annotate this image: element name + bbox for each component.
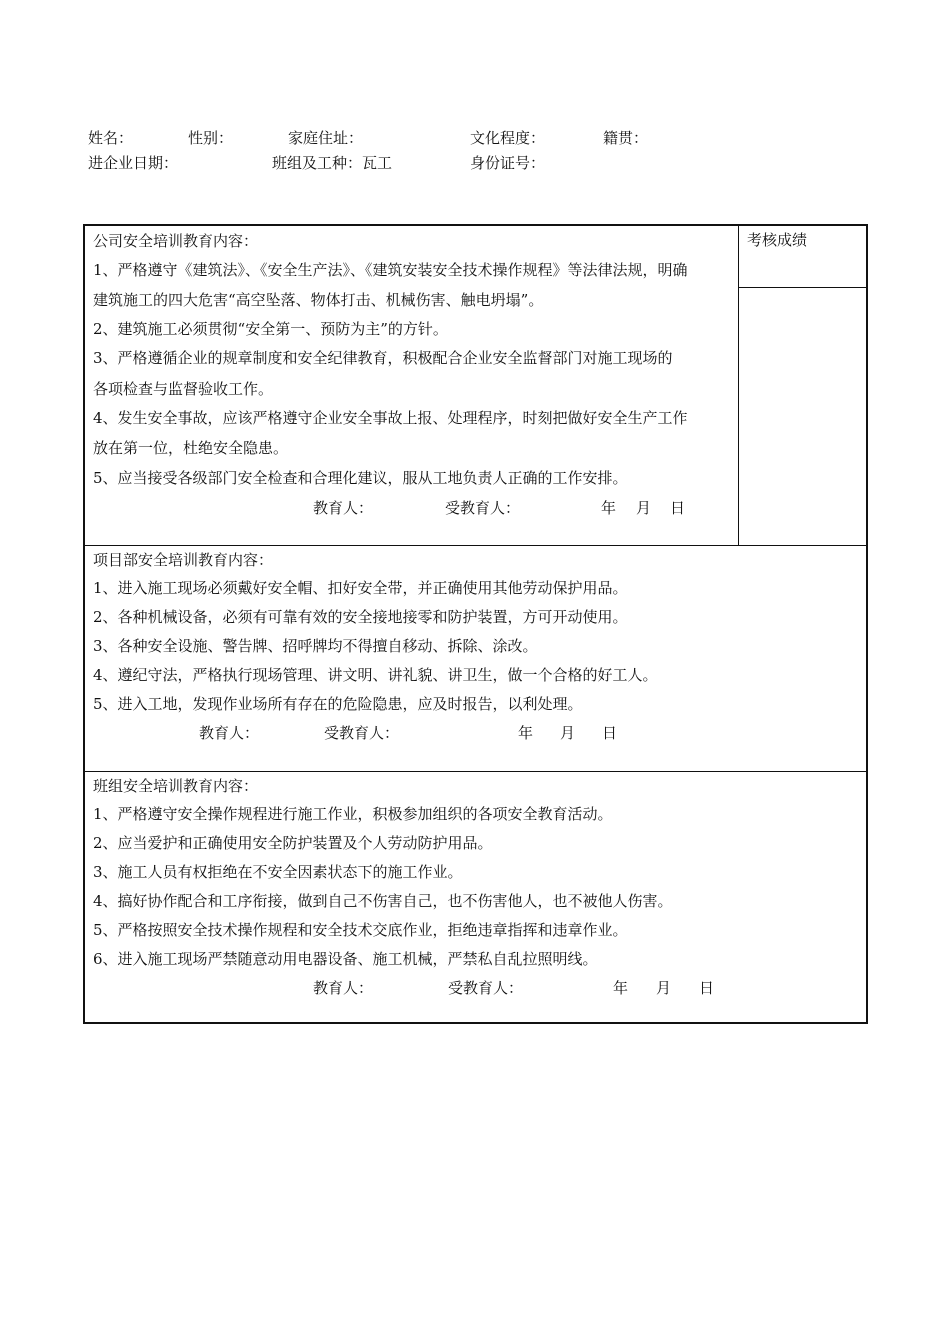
team-line: 6、进入施工现场严禁随意动用电器设备、施工机械，严禁私自乱拉照明线。 bbox=[93, 950, 598, 968]
project-educator-label: 教育人： bbox=[199, 724, 260, 742]
origin-label: 籍贯： bbox=[603, 129, 649, 147]
project-trainee-label: 受教育人： bbox=[324, 724, 400, 742]
company-line: 4、发生安全事故，应该严格遵守企业安全事故上报、处理程序，时刻把做好安全生产工作 bbox=[93, 409, 688, 427]
team-educator-label: 教育人： bbox=[313, 979, 374, 997]
project-title: 项目部安全培训教育内容： bbox=[93, 551, 274, 569]
address-label: 家庭住址： bbox=[288, 129, 364, 147]
project-year-label: 年 bbox=[518, 724, 534, 742]
company-month-label: 月 bbox=[636, 499, 652, 517]
company-line: 各项检查与监督验收工作。 bbox=[93, 380, 274, 398]
team-line: 1、严格遵守安全操作规程进行施工作业，积极参加组织的各项安全教育活动。 bbox=[93, 805, 613, 823]
score-label: 考核成绩 bbox=[747, 231, 808, 249]
team-trainee-label: 受教育人： bbox=[448, 979, 524, 997]
row-divider-2 bbox=[85, 771, 866, 772]
team-day-label: 日 bbox=[699, 979, 715, 997]
score-header-divider bbox=[738, 287, 866, 288]
name-label: 姓名： bbox=[88, 129, 134, 147]
team-trade-label: 班组及工种：瓦工 bbox=[272, 154, 393, 172]
project-line: 2、各种机械设备，必须有可靠有效的安全接地接零和防护装置，方可开动使用。 bbox=[93, 608, 628, 626]
team-line: 2、应当爱护和正确使用安全防护装置及个人劳动防护用品。 bbox=[93, 834, 493, 852]
company-title: 公司安全培训教育内容： bbox=[93, 232, 259, 250]
training-record-table bbox=[83, 224, 868, 1024]
company-line: 放在第一位，杜绝安全隐患。 bbox=[93, 439, 289, 457]
team-line: 3、施工人员有权拒绝在不安全因素状态下的施工作业。 bbox=[93, 863, 463, 881]
company-day-label: 日 bbox=[670, 499, 686, 517]
project-day-label: 日 bbox=[602, 724, 618, 742]
education-label: 文化程度： bbox=[470, 129, 546, 147]
team-month-label: 月 bbox=[656, 979, 672, 997]
project-month-label: 月 bbox=[560, 724, 576, 742]
team-title: 班组安全培训教育内容： bbox=[93, 777, 259, 795]
company-trainee-label: 受教育人： bbox=[445, 499, 521, 517]
company-line: 2、建筑施工必须贯彻“安全第一、预防为主”的方针。 bbox=[93, 320, 448, 338]
company-line: 5、应当接受各级部门安全检查和合理化建议，服从工地负责人正确的工作安排。 bbox=[93, 469, 628, 487]
team-year-label: 年 bbox=[613, 979, 629, 997]
company-educator-label: 教育人： bbox=[313, 499, 374, 517]
entry-date-label: 进企业日期： bbox=[88, 154, 179, 172]
id-number-label: 身份证号： bbox=[470, 154, 546, 172]
project-line: 5、进入工地，发现作业场所有存在的危险隐患，应及时报告，以利处理。 bbox=[93, 695, 583, 713]
project-line: 3、各种安全设施、警告牌、招呼牌均不得擅自移动、拆除、涂改。 bbox=[93, 637, 538, 655]
row-divider-1 bbox=[85, 545, 866, 546]
team-line: 5、严格按照安全技术操作规程和安全技术交底作业，拒绝违章指挥和违章作业。 bbox=[93, 921, 628, 939]
company-line: 3、严格遵循企业的规章制度和安全纪律教育，积极配合企业安全监督部门对施工现场的 bbox=[93, 349, 673, 367]
score-column-divider bbox=[738, 226, 739, 545]
gender-label: 性别： bbox=[188, 129, 234, 147]
company-line: 1、严格遵守《建筑法》、《安全生产法》、《建筑安装安全技术操作规程》等法律法规，明确 bbox=[93, 261, 688, 279]
company-year-label: 年 bbox=[601, 499, 617, 517]
project-line: 4、遵纪守法，严格执行现场管理、讲文明、讲礼貌、讲卫生，做一个合格的好工人。 bbox=[93, 666, 658, 684]
project-line: 1、进入施工现场必须戴好安全帽、扣好安全带，并正确使用其他劳动保护用品。 bbox=[93, 579, 628, 597]
team-line: 4、搞好协作配合和工序衔接，做到自己不伤害自己，也不伤害他人，也不被他人伤害。 bbox=[93, 892, 673, 910]
company-line: 建筑施工的四大危害“高空坠落、物体打击、机械伤害、触电坍塌”。 bbox=[93, 291, 544, 309]
